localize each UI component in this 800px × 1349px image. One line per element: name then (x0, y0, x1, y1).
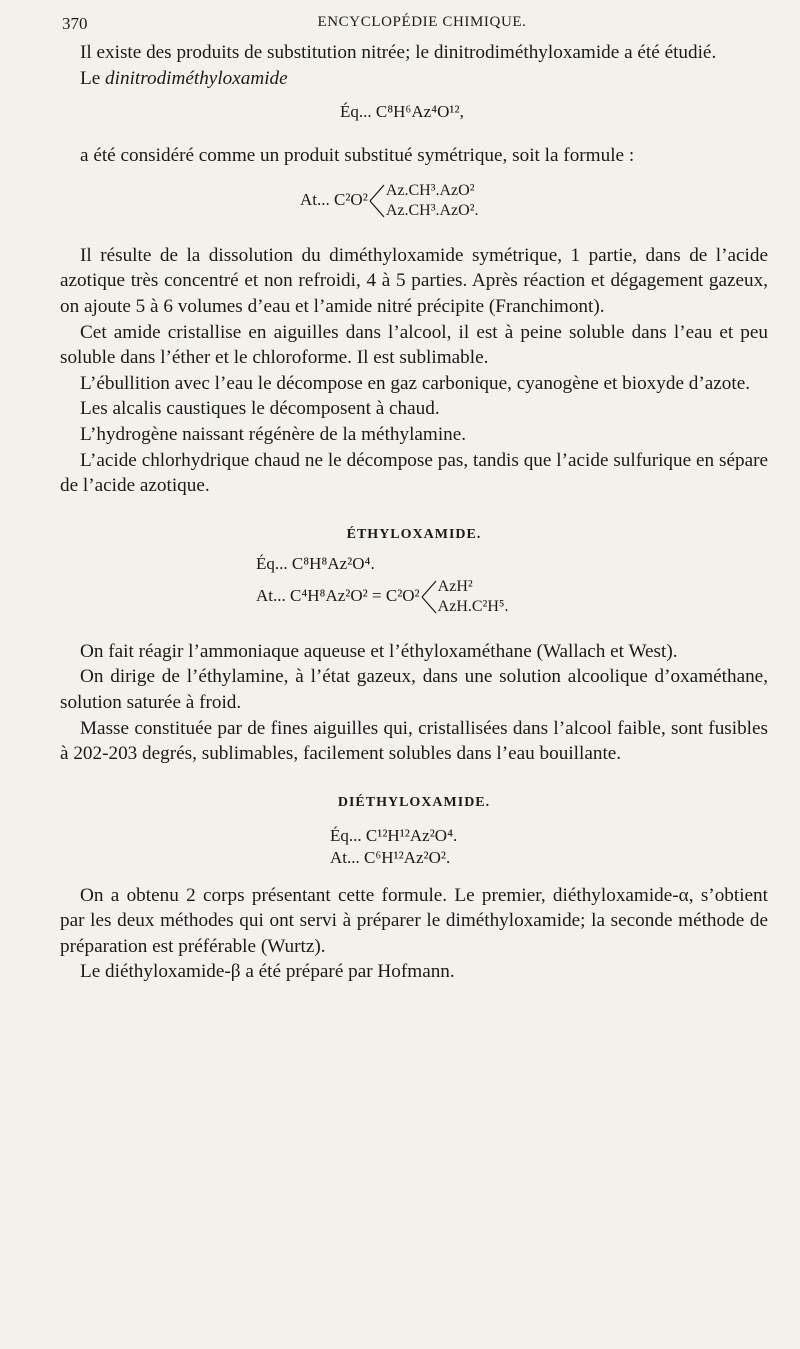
formula-atomic (60, 575, 768, 619)
formula-equivalent: Éq... C⁸H⁶Az⁴O¹², (340, 102, 464, 122)
page-body (60, 40, 768, 985)
page-number: 370 (62, 14, 88, 33)
paragraph: L’hydrogène naissant régénère de la méthylamine. (80, 423, 467, 445)
formula-lead: At... C²O² (300, 189, 368, 209)
formula-equivalent: Éq... C⁸H⁸Az²O⁴. (256, 553, 375, 573)
paragraph: a été considéré comme un produit substitué symétrique, soit la formule : (80, 145, 635, 167)
formula-arm-bottom: AzH.C²H⁵. (437, 597, 509, 615)
paragraph: On fait réagir l’ammoniaque aqueuse et l’éthyloxaméthane (Wallach et West). (80, 640, 678, 662)
section-title: DIÉTHYLOXAMIDE. (337, 794, 491, 810)
paragraph: Cet amide cristallise en aiguilles dans l’alcool, il est à peine soluble dans l’eau et peu soluble dans l’éther et le chloroforme. Il est sublimable. (60, 321, 768, 369)
paragraph: On a obtenu 2 corps présentant cette formule. Le premier, diéthyloxamide-α, s’obtient par les deux méthodes qui ont servi à préparer le diméthyloxamide; la seconde méthode de préparation est préférable (Wurtz). (60, 884, 768, 957)
formula-atomic (60, 179, 768, 223)
formula-branch (420, 575, 509, 619)
paragraph: Il résulte de la dissolution du diméthyloxamide symétrique, 1 partie, dans de l’acide azotique très concentré et non refroidi, 4 à 5 parties. Après réaction et dégagement gazeux, on ajoute 5 à 6 volumes d’eau et l’amide nitré précipite (Franchimont). (60, 244, 768, 317)
paragraph: Il existe des produits de substitution nitrée; le dinitrodiméthyloxamide a été étudié. (80, 42, 717, 63)
section-title: ÉTHYLOXAMIDE. (346, 526, 482, 542)
branch-lines (368, 179, 386, 223)
page-header (62, 14, 782, 38)
paragraph: Masse constituée par de fines aiguilles qui, cristallisées dans l’alcool faible, sont fusibles à 202-203 degrés, sublimables, facilement solubles dans l’eau bouillante. (60, 717, 768, 765)
branch-lines (420, 575, 438, 619)
paragraph (60, 66, 768, 92)
formula-lead: At... C⁴H⁸Az²O² = C²O² (256, 585, 420, 605)
formula-atomic: At... C⁶H¹²Az²O². (330, 847, 451, 867)
compound-name: dinitrodiméthyloxamide (105, 67, 288, 89)
formula-arm-top: AzH² (437, 577, 473, 595)
paragraph: L’ébullition avec l’eau le décompose en gaz carbonique, cyanogène et bioxyde d’azote. (80, 372, 751, 394)
formula-arm-bottom: Az.CH³.AzO². (385, 201, 479, 219)
paragraph: Les alcalis caustiques le décomposent à chaud. (80, 398, 440, 420)
formula-equivalent: Éq... C¹²H¹²Az²O⁴. (330, 825, 458, 845)
formula-branch (368, 179, 479, 223)
paragraph: On dirige de l’éthylamine, à l’état gazeux, dans une solution alcoolique d’oxaméthane, solution saturée à froid. (60, 666, 768, 713)
paragraph: Le diéthyloxamide-β a été préparé par Hofmann. (80, 961, 455, 983)
text: Le (80, 67, 106, 89)
running-title: ENCYCLOPÉDIE CHIMIQUE. (317, 14, 527, 30)
formula-arm-top: Az.CH³.AzO² (385, 181, 475, 199)
paragraph: L’acide chlorhydrique chaud ne le décompose pas, tandis que l’acide sulfurique en sépare de l’acide azotique. (60, 449, 768, 497)
